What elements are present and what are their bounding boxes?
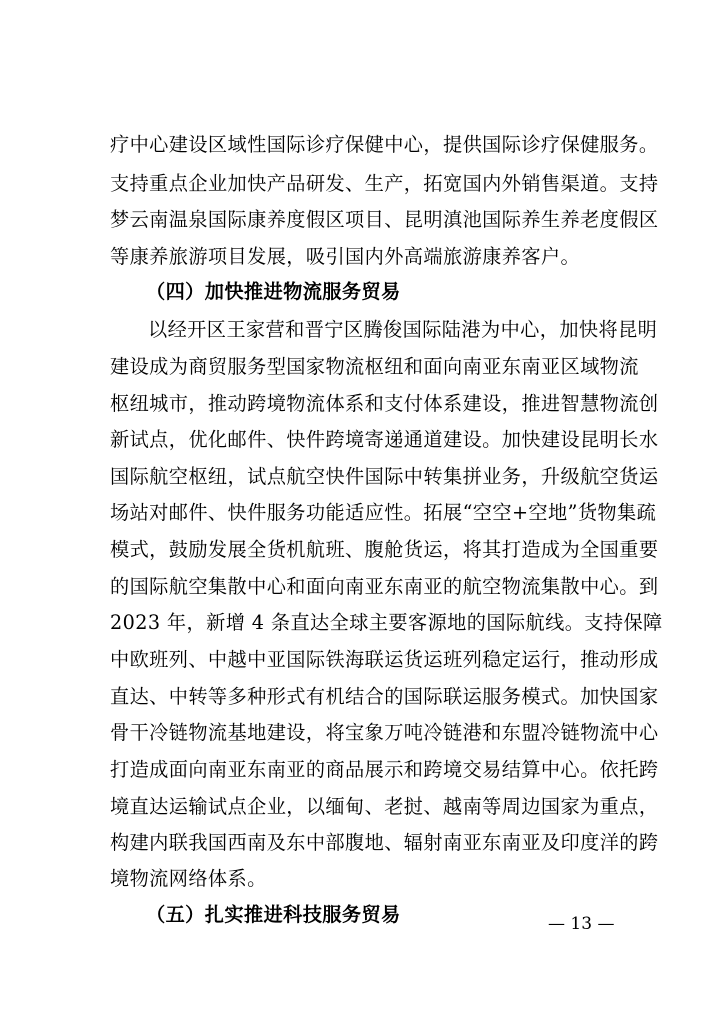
body-text-line: 打造成面向南亚东南亚的商品展示和跨境交易结算中心。依托跨 (110, 758, 659, 781)
body-text-line: 境直达运输试点企业，以缅甸、老挝、越南等周边国家为重点， (110, 795, 659, 818)
section-heading-logistics: （四）加快推进物流服务贸易 (146, 280, 401, 303)
body-text-line: 建设成为商贸服务型国家物流枢纽和面向南亚东南亚区域物流 (110, 355, 639, 378)
body-text-line: 的国际航空集散中心和面向南亚东南亚的航空物流集散中心。到 (110, 575, 659, 598)
body-text-line: 2023 年，新增 4 条直达全球主要客源地的国际航线。支持保障 (110, 611, 663, 634)
body-text-line: 等康养旅游项目发展，吸引国内外高端旅游康养客户。 (110, 245, 581, 268)
body-text-line: 境物流网络体系。 (110, 867, 267, 890)
body-text-line: 以经开区王家营和晋宁区腾俊国际陆港为中心，加快将昆明 (148, 318, 658, 341)
body-text-line: 直达、中转等多种形式有机结合的国际联运服务模式。加快国家 (110, 685, 659, 708)
body-text-line: 支持重点企业加快产品研发、生产，拓宽国内外销售渠道。支持 (110, 172, 659, 195)
body-text-line: 模式，鼓励发展全货机航班、腹舱货运，将其打造成为全国重要 (110, 538, 659, 561)
body-text-line: 国际航空枢纽，试点航空快件国际中转集拼业务，升级航空货运 (110, 465, 659, 488)
body-text-line: 梦云南温泉国际康养度假区项目、昆明滇池国际养生养老度假区 (110, 208, 659, 231)
body-text-line: 疗中心建设区域性国际诊疗保健中心，提供国际诊疗保健服务。 (110, 133, 659, 156)
body-text-line: 中欧班列、中越中亚国际铁海联运货运班列稳定运行，推动形成 (110, 648, 659, 671)
body-text-line: 构建内联我国西南及东中部腹地、辐射南亚东南亚及印度洋的跨 (110, 831, 659, 854)
page-number: — 13 — (548, 914, 615, 934)
body-text-line: 枢纽城市，推动跨境物流体系和支付体系建设，推进智慧物流创 (110, 392, 659, 415)
section-heading-tech-services: （五）扎实推进科技服务贸易 (146, 903, 401, 926)
body-text-line: 场站对邮件、快件服务功能适应性。拓展“空空+空地”货物集疏 (110, 501, 657, 524)
body-text-line: 新试点，优化邮件、快件跨境寄递通道建设。加快建设昆明长水 (110, 428, 659, 451)
body-text-line: 骨干冷链物流基地建设，将宝象万吨冷链港和东盟冷链物流中心 (110, 721, 659, 744)
